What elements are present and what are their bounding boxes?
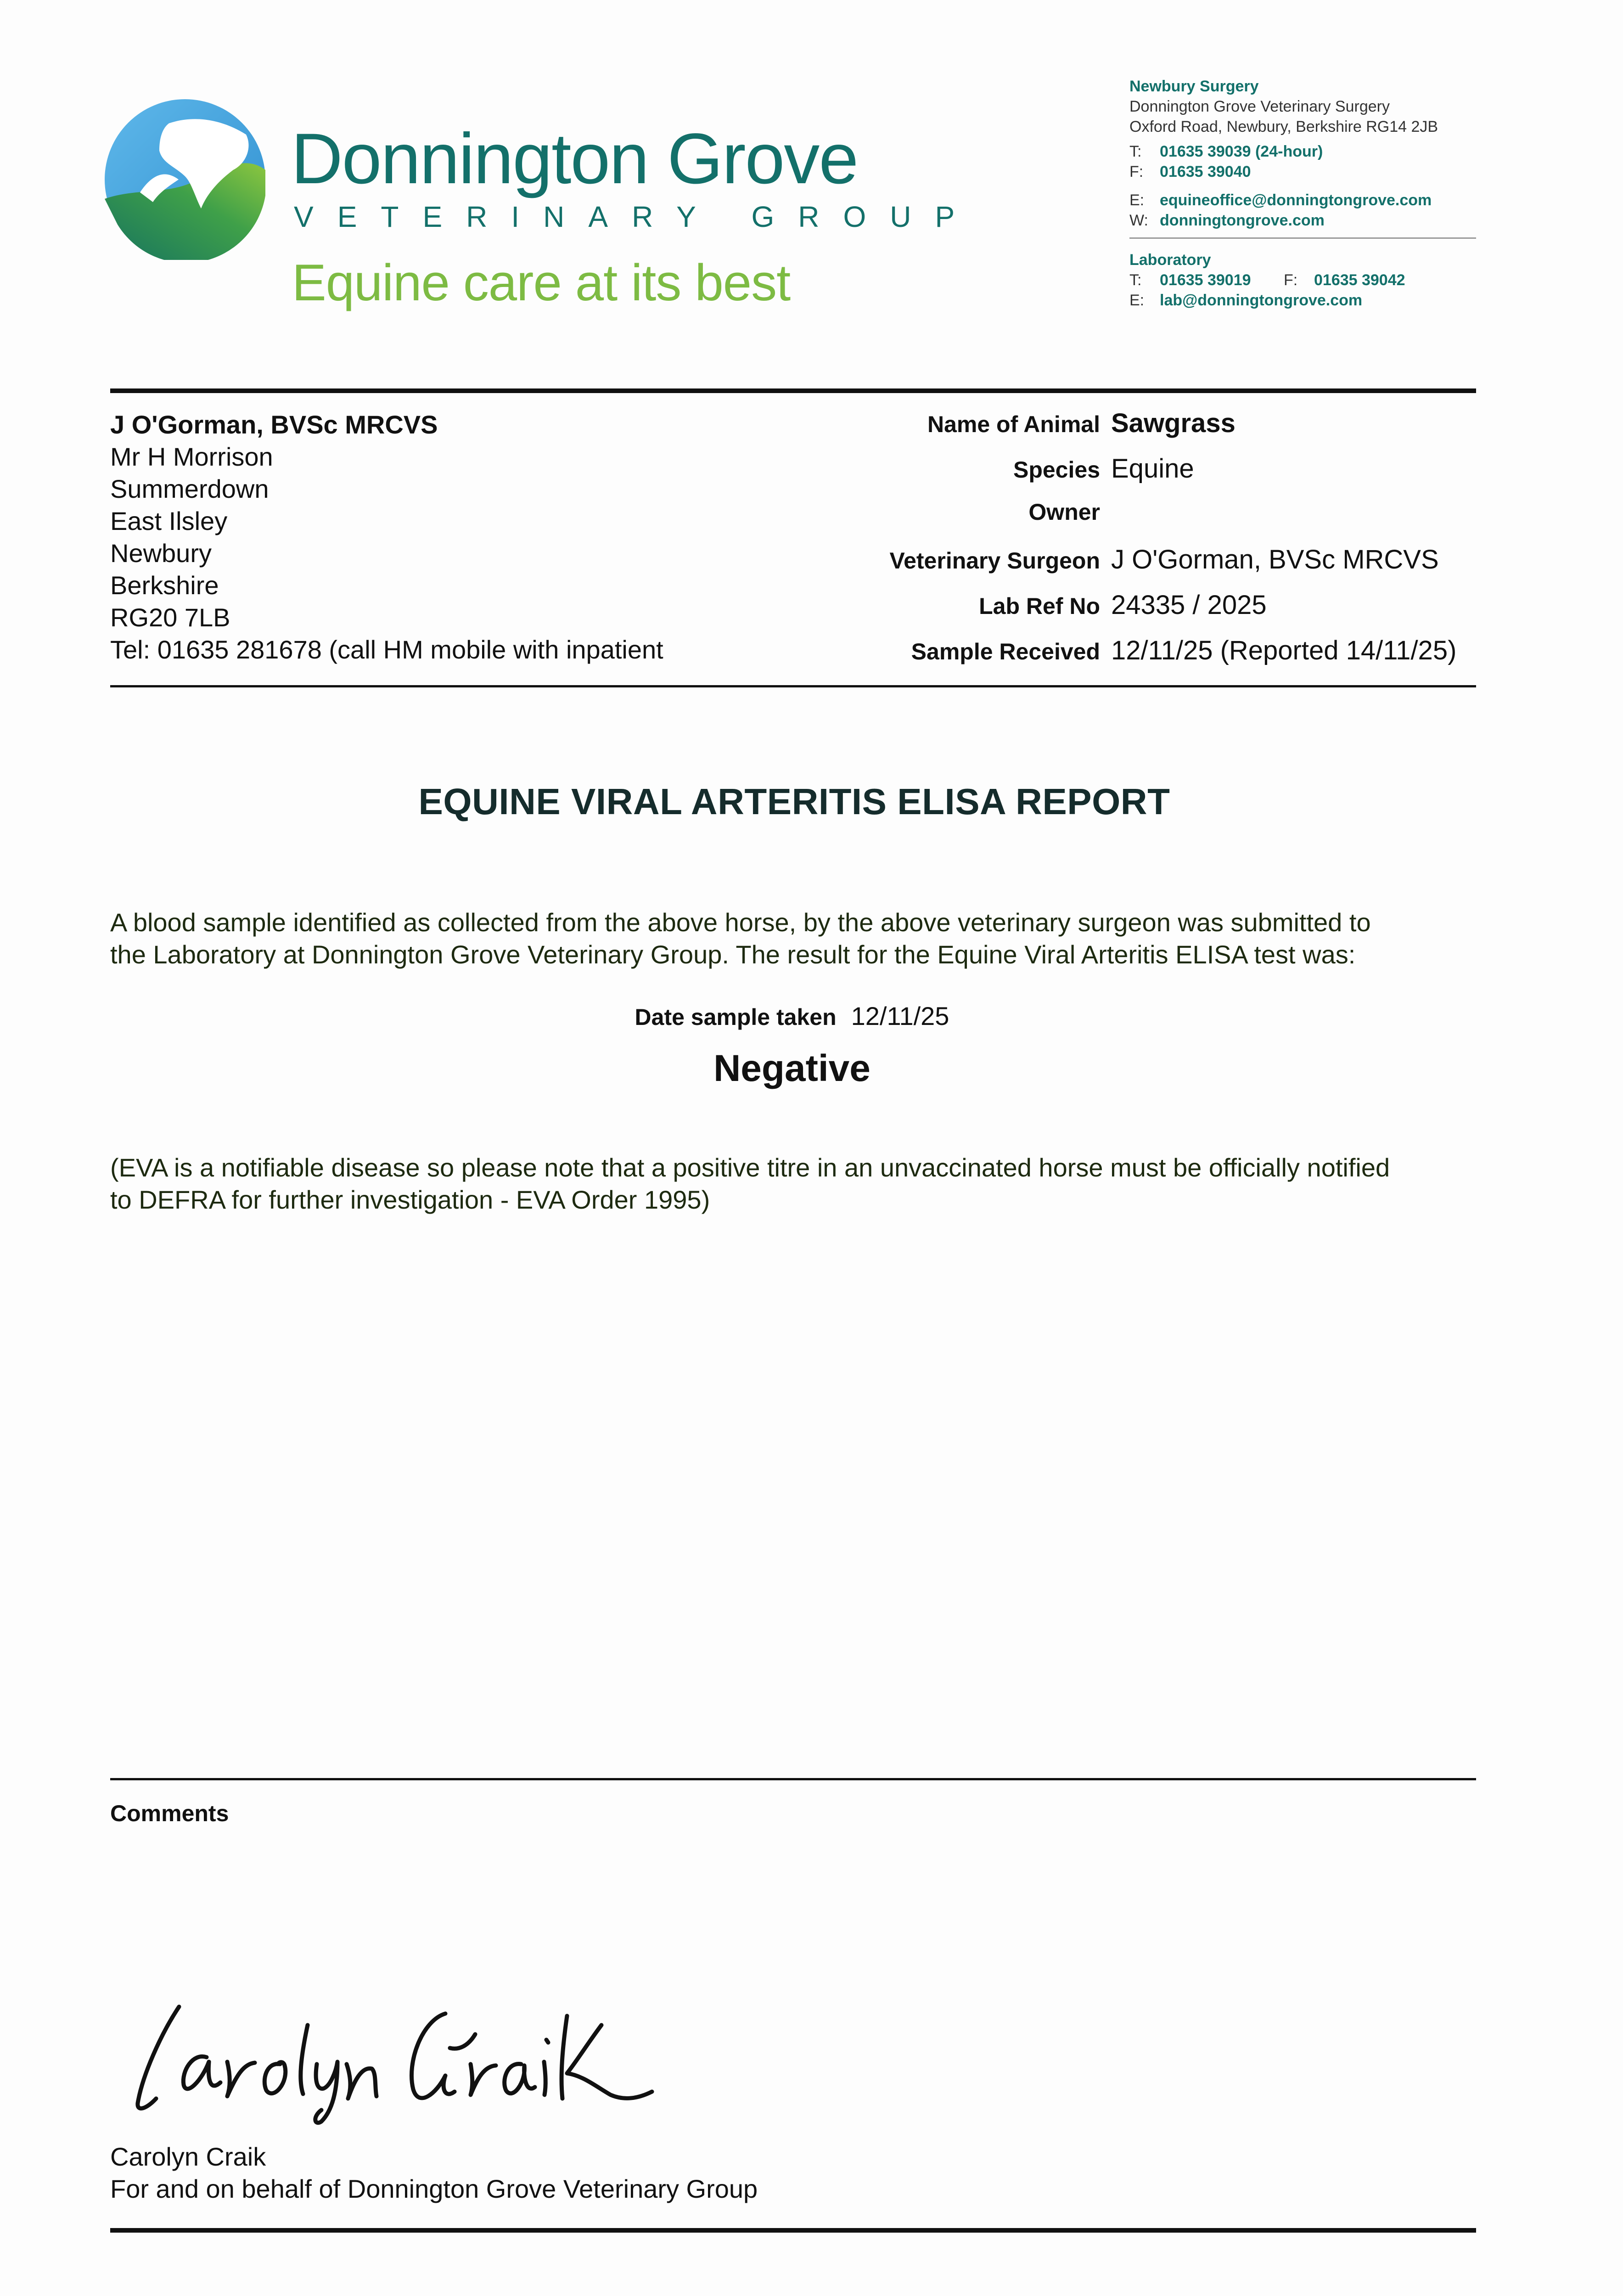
info-row-vet bbox=[735, 544, 1483, 590]
info-value: J O'Gorman, BVSc MRCVS bbox=[1111, 545, 1439, 574]
info-row-labref bbox=[735, 590, 1483, 635]
surgery-tel[interactable]: 01635 39039 (24-hour) bbox=[1160, 143, 1323, 160]
note-line: (EVA is a notifiable disease so please note that a positive titre in an unvaccinated horse must be officially notified bbox=[110, 1153, 1390, 1182]
surgery-title: Newbury Surgery bbox=[1129, 78, 1259, 95]
address-line: Summerdown bbox=[110, 474, 269, 503]
report-title: EQUINE VIRAL ARTERITIS ELISA REPORT bbox=[418, 781, 1170, 822]
surgery-tel-label: T: bbox=[1129, 143, 1142, 160]
handwritten-signature bbox=[129, 1988, 716, 2126]
test-result: Negative bbox=[713, 1047, 870, 1089]
info-value: 12/11/25 (Reported 14/11/25) bbox=[1111, 636, 1457, 665]
info-value: Equine bbox=[1111, 454, 1194, 484]
surgery-fax: 01635 39040 bbox=[1160, 163, 1251, 180]
animal-info-table bbox=[735, 408, 1483, 681]
info-row-species bbox=[735, 453, 1483, 499]
surgery-web-link[interactable]: donningtongrove.com bbox=[1160, 212, 1325, 229]
comments-rule bbox=[110, 1778, 1476, 1780]
signatory-role: For and on behalf of Donnington Grove Veterinary Group bbox=[110, 2174, 758, 2203]
info-value: 24335 / 2025 bbox=[1111, 590, 1267, 620]
contact-divider bbox=[1129, 237, 1476, 239]
laboratory-contact bbox=[1129, 250, 1405, 310]
brand-tagline: Equine care at its best bbox=[292, 254, 791, 311]
info-label: Sample Received bbox=[911, 639, 1100, 664]
signatory-name: Carolyn Craik bbox=[110, 2142, 266, 2171]
date-sample-taken bbox=[0, 1001, 1584, 1031]
surgery-address-line1: Donnington Grove Veterinary Surgery bbox=[1129, 98, 1390, 115]
lab-fax: 01635 39042 bbox=[1314, 271, 1405, 289]
surgery-address-line2: Oxford Road, Newbury, Berkshire RG14 2JB bbox=[1129, 118, 1438, 135]
info-label: Veterinary Surgeon bbox=[889, 548, 1100, 574]
info-row-received bbox=[735, 635, 1483, 681]
notifiable-note bbox=[110, 1152, 1488, 1216]
comments-label: Comments bbox=[110, 1801, 229, 1826]
header-rule bbox=[110, 388, 1476, 393]
info-row-name bbox=[735, 408, 1483, 453]
footer-rule bbox=[110, 2228, 1476, 2233]
surgery-email-label: E: bbox=[1129, 191, 1145, 209]
intro-paragraph bbox=[110, 906, 1488, 971]
address-line: East Ilsley bbox=[110, 506, 228, 535]
address-line: RG20 7LB bbox=[110, 603, 230, 632]
lab-email-label: E: bbox=[1129, 292, 1145, 309]
info-rule bbox=[110, 685, 1476, 687]
address-line: Berkshire bbox=[110, 571, 219, 600]
info-label: Species bbox=[1013, 457, 1100, 483]
brand-subtitle: VETERINARY GROUP bbox=[294, 200, 979, 233]
intro-line: A blood sample identified as collected from the above horse, by the above veterinary surgeon was submitted to bbox=[110, 908, 1371, 937]
date-value: 12/11/25 bbox=[851, 1002, 949, 1030]
surgery-email-link[interactable]: equineoffice@donningtongrove.com bbox=[1160, 191, 1432, 209]
brand-name: Donnington Grove bbox=[291, 119, 858, 199]
info-label: Owner bbox=[1028, 499, 1100, 525]
lab-email-link[interactable]: lab@donningtongrove.com bbox=[1160, 292, 1363, 309]
surgery-fax-label: F: bbox=[1129, 163, 1144, 180]
surgery-contact bbox=[1129, 76, 1438, 231]
lab-tel-label: T: bbox=[1129, 271, 1142, 289]
address-vet: J O'Gorman, BVSc MRCVS bbox=[110, 410, 438, 439]
date-label: Date sample taken bbox=[635, 1004, 837, 1030]
surgery-web-label: W: bbox=[1129, 212, 1148, 229]
address-tel: Tel: 01635 281678 (call HM mobile with inpatient bbox=[110, 635, 663, 664]
info-label: Lab Ref No bbox=[979, 593, 1100, 619]
lab-fax-label: F: bbox=[1284, 271, 1298, 289]
address-line: Mr H Morrison bbox=[110, 442, 273, 471]
note-line: to DEFRA for further investigation - EVA Order 1995) bbox=[110, 1185, 710, 1214]
lab-tel[interactable]: 01635 39019 bbox=[1160, 271, 1251, 289]
address-line: Newbury bbox=[110, 539, 212, 568]
info-row-owner bbox=[735, 499, 1483, 544]
logo-icon bbox=[105, 99, 265, 260]
laboratory-title: Laboratory bbox=[1129, 251, 1211, 269]
recipient-address bbox=[110, 409, 744, 680]
intro-line: the Laboratory at Donnington Grove Veterinary Group. The result for the Equine Viral Arteritis ELISA test was: bbox=[110, 940, 1356, 969]
signatory bbox=[110, 2141, 758, 2205]
info-value: Sawgrass bbox=[1111, 408, 1236, 438]
info-label: Name of Animal bbox=[927, 411, 1100, 437]
